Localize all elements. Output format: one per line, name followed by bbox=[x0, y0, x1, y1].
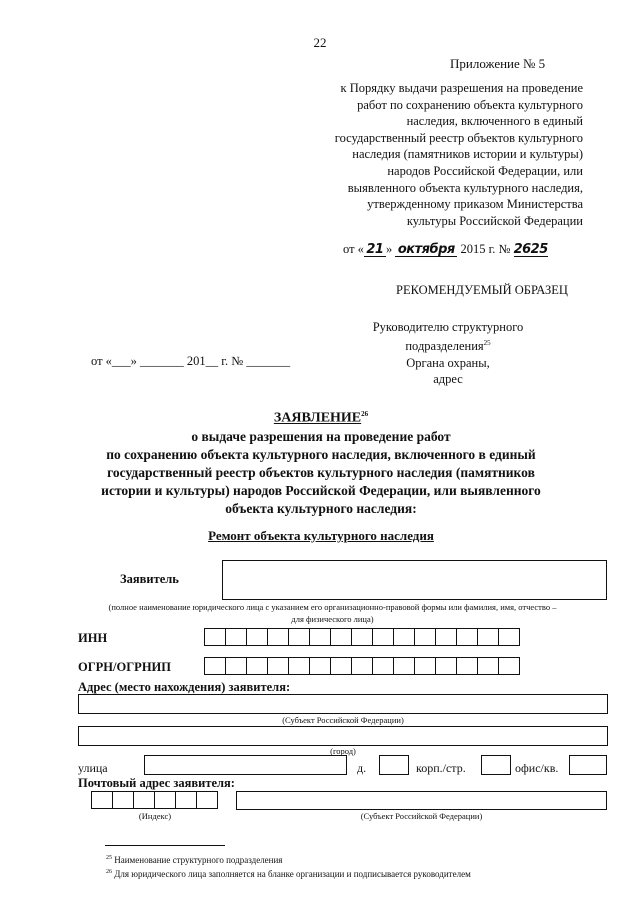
recipient-line bbox=[355, 335, 541, 354]
recipient-line: Руководителю структурного bbox=[372, 320, 524, 334]
appendix-line: выявленного объекта культурного наследия, bbox=[347, 180, 583, 195]
recipient-line: Органа охраны, bbox=[406, 355, 490, 370]
inn-label: ИНН bbox=[78, 631, 108, 645]
postal-subject-caption: (Субъект Российской Федерации) bbox=[360, 811, 483, 821]
date-number-line[interactable]: от «___» _______ 201__ г. № _______ bbox=[91, 354, 291, 368]
order-month: октября bbox=[395, 243, 457, 257]
footnote-ref: 26 bbox=[361, 410, 369, 418]
footnote-text: Наименование структурного подразделения bbox=[114, 855, 283, 865]
appendix-line: наследия, включенного в единый bbox=[406, 114, 583, 129]
statement-heading: ЗАЯВЛЕНИЕ bbox=[273, 410, 362, 426]
office-label: офис/кв. bbox=[515, 761, 559, 775]
inn-field[interactable] bbox=[205, 628, 520, 646]
ogrn-field[interactable] bbox=[205, 657, 520, 675]
order-day: 21 bbox=[364, 243, 386, 257]
ogrn-label: ОГРН/ОГРНИП bbox=[78, 660, 171, 674]
appendix-body bbox=[240, 80, 583, 229]
order-line bbox=[343, 242, 548, 257]
page-number: 22 bbox=[313, 35, 327, 50]
recommended-sample: РЕКОМЕНДУЕМЫЙ ОБРАЗЕЦ bbox=[396, 283, 568, 297]
statement-title bbox=[40, 405, 602, 518]
footnote-text: Для юридического лица заполняется на бланке организации и подписывается руководителем bbox=[114, 869, 471, 879]
appendix-line: наследия (памятников истории и культуры) bbox=[352, 147, 583, 162]
footnote-number: 25 bbox=[106, 855, 112, 861]
street-label: улица bbox=[78, 761, 108, 775]
appendix-line: работ по сохранению объекта культурного bbox=[357, 97, 583, 112]
statement-line: объекта культурного наследия: bbox=[225, 500, 417, 516]
work-type: Ремонт объекта культурного наследия bbox=[208, 528, 434, 543]
statement-line: о выдаче разрешения на проведение работ bbox=[191, 428, 451, 444]
recipient-block bbox=[355, 319, 541, 387]
footnote-ref: 25 bbox=[483, 339, 491, 348]
order-year: 2015 г. № bbox=[460, 242, 511, 256]
postal-index-field[interactable] bbox=[92, 791, 218, 809]
postal-subject-field[interactable] bbox=[236, 791, 607, 810]
appendix-line: государственный реестр объектов культурного bbox=[334, 130, 583, 145]
statement-line: по сохранению объекта культурного наследия, включенного в единый bbox=[106, 446, 536, 462]
statement-line: истории и культуры) народов Российской Федерации, или выявленного bbox=[101, 482, 541, 498]
office-field[interactable] bbox=[569, 755, 607, 775]
appendix-line: утвержденному приказом Министерства bbox=[367, 197, 583, 212]
footnote bbox=[106, 869, 471, 879]
applicant-caption: для физического лица) bbox=[291, 614, 374, 624]
house-label: д. bbox=[357, 761, 367, 775]
postal-label: Почтовый адрес заявителя: bbox=[78, 776, 235, 790]
appendix-line: народов Российской Федерации, или bbox=[387, 163, 583, 178]
recipient-line: адрес bbox=[433, 371, 463, 386]
appendix-line: к Порядку выдачи разрешения на проведение bbox=[340, 81, 583, 95]
applicant-name-field[interactable] bbox=[222, 560, 607, 600]
applicant-caption: (полное наименование юридического лица с указанием его организационно-правовой формы или фамилия, имя, отчество – bbox=[108, 602, 557, 612]
appendix-title: Приложение № 5 bbox=[450, 56, 546, 71]
subject-caption: (Субъект Российской Федерации) bbox=[282, 715, 404, 725]
footnote-divider bbox=[105, 845, 225, 846]
recipient-dept: подразделения bbox=[405, 339, 484, 354]
statement-line: государственный реестр объектов культурного наследия (памятников bbox=[107, 464, 535, 480]
street-field[interactable] bbox=[144, 755, 347, 775]
footnote bbox=[106, 855, 282, 865]
order-mid: » bbox=[385, 242, 393, 256]
city-caption: (город) bbox=[330, 746, 356, 756]
building-label: корп./стр. bbox=[416, 761, 466, 775]
applicant-label: Заявитель bbox=[120, 572, 179, 586]
house-field[interactable] bbox=[379, 755, 409, 775]
address-subject-field[interactable] bbox=[78, 694, 608, 714]
address-label: Адрес (место нахождения) заявителя: bbox=[78, 680, 291, 694]
address-city-field[interactable] bbox=[78, 726, 608, 746]
footnote-number: 26 bbox=[106, 869, 112, 875]
index-caption: (Индекс) bbox=[138, 811, 172, 821]
building-field[interactable] bbox=[481, 755, 511, 775]
appendix-line: культуры Российской Федерации bbox=[406, 213, 583, 228]
order-number: 2625 bbox=[513, 242, 548, 257]
order-prefix: от « bbox=[343, 242, 364, 256]
